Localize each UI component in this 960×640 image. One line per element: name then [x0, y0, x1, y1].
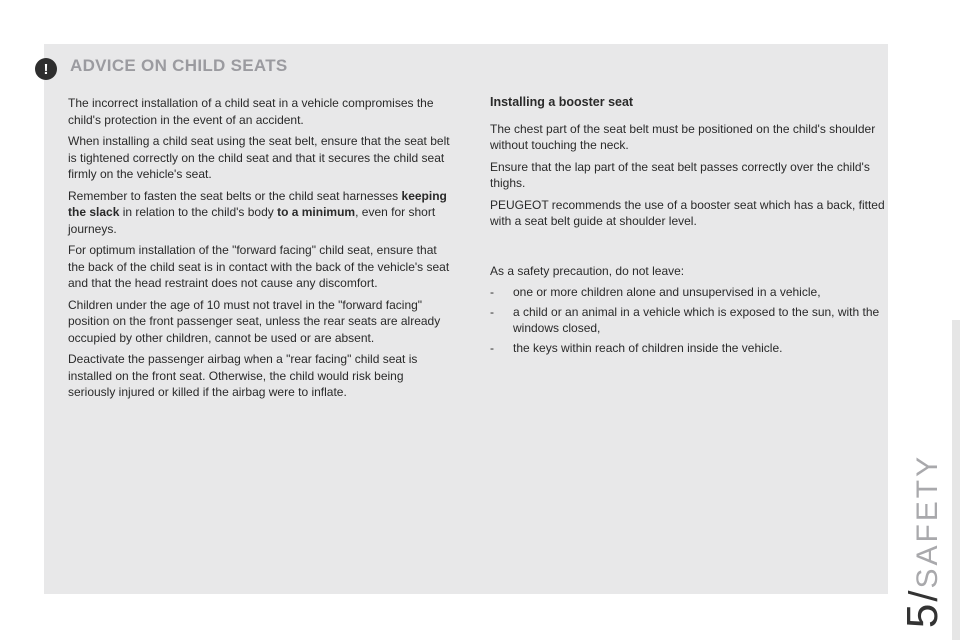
paragraph-harness [68, 188, 452, 238]
harness-text-a: Remember to fasten the seat belts or the child seat harnesses [68, 188, 402, 203]
list-item [490, 304, 886, 337]
section-label-rotated [898, 454, 948, 628]
harness-bold-minimum: to a minimum [277, 205, 356, 219]
page-title: ADVICE ON CHILD SEATS [70, 56, 288, 75]
paragraph-lap-belt: Ensure that the lap part of the seat belt passes correctly over the child's thighs. [490, 159, 870, 190]
list-item [490, 284, 886, 301]
right-column [490, 94, 886, 359]
paragraph-forward-facing: For optimum installation of the "forward facing" child seat, ensure that the back of the child seat is in contact with the back of the vehicle's seat and that the head restraint does not cause any discomfort. [68, 243, 450, 290]
section-slash: / [902, 590, 947, 602]
list-item-text: a child or an animal in a vehicle which is exposed to the sun, with the windows closed, [513, 304, 880, 335]
dash-bullet: - [490, 340, 494, 355]
side-tab-bar [952, 320, 960, 640]
left-column [68, 95, 452, 406]
harness-text-e: , even for short journeys. [68, 205, 436, 236]
dash-bullet: - [490, 304, 494, 319]
paragraph-seat-belt: When installing a child seat using the seat belt, ensure that the seat belt is tightened correctly on the child seat and that it secures the child seat firmly on the vehicle's seat. [68, 134, 450, 181]
list-item [490, 340, 886, 357]
paragraph-installation: The incorrect installation of a child seat in a vehicle compromises the child's protection in the event of an accident. [68, 96, 434, 127]
harness-text-c: in relation to the child's body [119, 205, 278, 219]
paragraph-airbag: Deactivate the passenger airbag when a "rear facing" child seat is installed on the front seat. Otherwise, the child would risk being seriously injured or killed if the airbag were to inflate. [68, 352, 418, 399]
section-name: SAFETY [911, 453, 945, 589]
booster-seat-heading: Installing a booster seat [490, 95, 634, 109]
safety-precaution: As a safety precaution, do not leave: [490, 263, 685, 278]
section-number: 5 [898, 603, 948, 629]
paragraph-children-age: Children under the age of 10 must not travel in the "forward facing" position on the front passenger seat, unless the rear seats are already occupied by other children, cannot be used or are absent. [68, 297, 441, 345]
paragraph-chest-belt: The chest part of the seat belt must be positioned on the child's shoulder without touching the neck. [490, 121, 876, 152]
dash-bullet: - [490, 285, 494, 299]
list-item-text: one or more children alone and unsupervised in a vehicle, [513, 285, 821, 299]
paragraph-recommendation: PEUGEOT recommends the use of a booster seat which has a back, fitted with a seat belt guide at shoulder level. [490, 197, 885, 228]
precaution-list [490, 284, 886, 356]
section-label [888, 440, 952, 630]
harness-bold-slack: keeping the slack [68, 188, 447, 219]
list-item-text: the keys within reach of children inside the vehicle. [513, 340, 783, 355]
warning-icon: ! [35, 58, 57, 80]
